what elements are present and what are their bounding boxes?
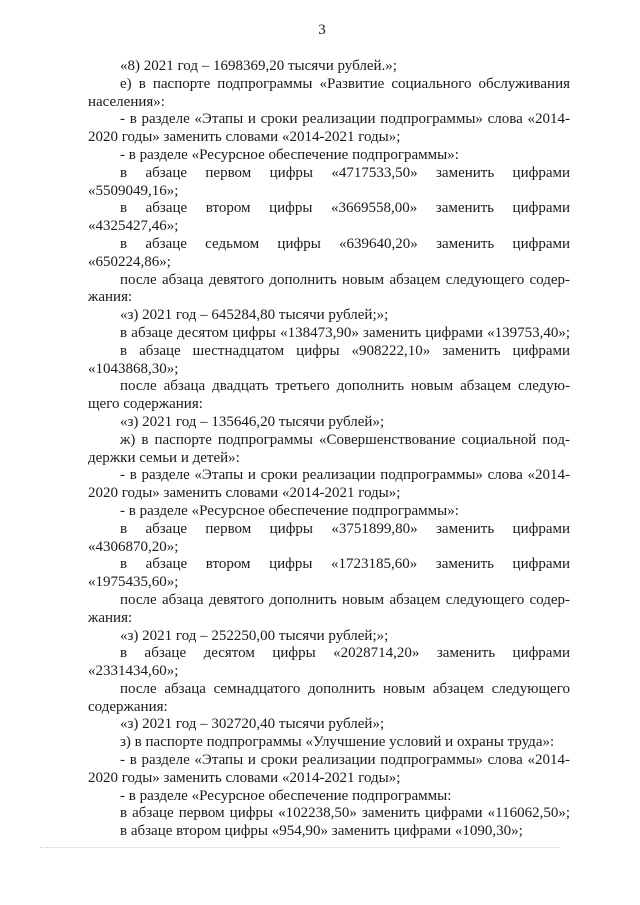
text-line: 2020 годы» заменить словами «2014-2021 годы»; <box>88 129 401 146</box>
text-line: после абзаца двадцать третьего дополнить новым абзацем следую- <box>120 378 570 395</box>
text-line: ж) в паспорте подпрограммы «Совершенствование социальной под- <box>120 431 570 448</box>
text-line: в абзаце десятом цифры «2028714,20» заменить цифрами <box>120 645 570 662</box>
text-line: - в разделе «Этапы и сроки реализации подпрограммы» слова «2014- <box>120 111 570 128</box>
text-line: «1975435,60»; <box>88 574 179 591</box>
text-line: 2020 годы» заменить словами «2014-2021 годы»; <box>88 769 401 786</box>
text-line: - в разделе «Этапы и сроки реализации подпрограммы» слова «2014- <box>120 752 570 769</box>
text-line: в абзаце первом цифры «102238,50» заменить цифрами «116062,50»; <box>120 805 570 822</box>
document-body <box>88 58 570 841</box>
text-line: в абзаце шестнадцатом цифры «908222,10» заменить цифрами <box>120 342 570 359</box>
text-line: е) в паспорте подпрограммы «Развитие социального обслуживания <box>120 75 570 92</box>
text-line: после абзаца девятого дополнить новым абзацем следующего содер- <box>120 271 570 288</box>
text-line: «2331434,60»; <box>88 663 179 680</box>
text-line: «з) 2021 год – 645284,80 тысячи рублей;»; <box>120 307 389 324</box>
text-line: после абзаца семнадцатого дополнить новым абзацем следующего <box>120 680 570 697</box>
text-line: «4325427,46»; <box>88 218 179 235</box>
text-line: в абзаце втором цифры «3669558,00» заменить цифрами <box>120 200 570 217</box>
text-line: в абзаце седьмом цифры «639640,20» заменить цифрами <box>120 235 570 252</box>
text-line: «з) 2021 год – 302720,40 тысячи рублей»; <box>120 716 385 733</box>
text-line: «4306870,20»; <box>88 538 179 555</box>
text-line: в абзаце первом цифры «4717533,50» заменить цифрами <box>120 164 570 181</box>
text-line: «1043868,30»; <box>88 360 179 377</box>
text-line: щего содержания: <box>88 396 203 413</box>
text-line: держки семьи и детей»: <box>88 449 240 466</box>
text-line: «8) 2021 год – 1698369,20 тысячи рублей.»; <box>120 58 397 74</box>
text-line: в абзаце втором цифры «954,90» заменить цифрами «1090,30»; <box>120 823 523 840</box>
text-line: «650224,86»; <box>88 253 171 270</box>
text-line: з) в паспорте подпрограммы «Улучшение условий и охраны труда»: <box>120 734 555 751</box>
text-line: содержания: <box>88 698 168 715</box>
text-line: в абзаце десятом цифры «138473,90» заменить цифрами «139753,40»; <box>120 324 570 341</box>
text-line: в абзаце первом цифры «3751899,80» заменить цифрами <box>120 520 570 537</box>
text-line: жания: <box>88 609 133 626</box>
text-line: - в разделе «Этапы и сроки реализации подпрограммы» слова «2014- <box>120 467 570 484</box>
text-line: жания: <box>88 289 133 306</box>
text-line: в абзаце втором цифры «1723185,60» заменить цифрами <box>120 556 570 573</box>
text-line: «з) 2021 год – 252250,00 тысячи рублей;»; <box>120 627 389 644</box>
text-line: после абзаца девятого дополнить новым абзацем следующего содер- <box>120 591 570 608</box>
page-number: 3 <box>318 22 326 38</box>
text-line: населения»: <box>88 93 165 110</box>
text-line: «5509049,16»; <box>88 182 179 199</box>
scan-artifact-line <box>40 847 560 848</box>
text-line: «з) 2021 год – 135646,20 тысячи рублей»; <box>120 413 385 430</box>
text-line: 2020 годы» заменить словами «2014-2021 годы»; <box>88 485 401 502</box>
text-line: - в разделе «Ресурсное обеспечение подпрограммы»: <box>120 502 459 519</box>
text-line: - в разделе «Ресурсное обеспечение подпрограммы: <box>120 787 452 804</box>
text-line: - в разделе «Ресурсное обеспечение подпрограммы»: <box>120 146 459 163</box>
